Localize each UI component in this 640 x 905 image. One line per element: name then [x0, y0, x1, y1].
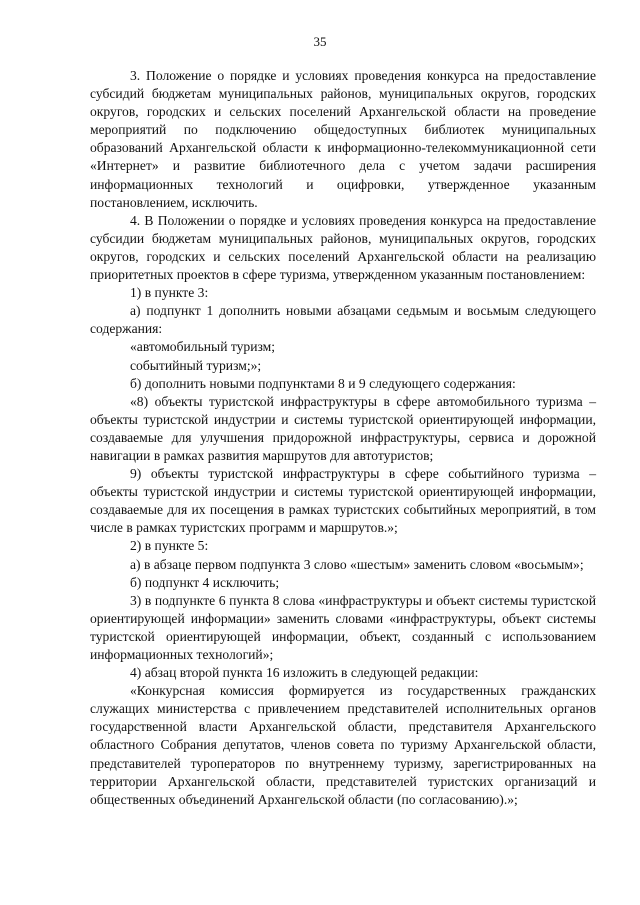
subitem-4: 4) абзац второй пункта 16 изложить в следующей редакции: — [130, 665, 479, 681]
quote-paragraph: «8) объекты туристской инфраструктуры в сфере автомобильного туризма – объекты туристской индустрии и системы туристской ориентирующей информации, создаваемые для улучшения придорожной инфраструктуры, сервиса и дорожной навигации в рамках развития маршрутов для автотуристов; — [90, 393, 596, 463]
subitem-1b: б) дополнить новыми подпунктами 8 и 9 следующего содержания: — [130, 375, 516, 391]
subitem-2: 2) в пункте 5: — [130, 538, 209, 554]
subitem-1a: а) подпункт 1 дополнить новыми абзацами седьмым и восьмым следующего содержания: — [90, 303, 596, 337]
subitem-2b: б) подпункт 4 исключить; — [130, 574, 280, 590]
quote-line: «автомобильный туризм; — [130, 339, 276, 355]
page-number: 35 — [313, 34, 327, 49]
subitem-2a: а) в абзаце первом подпункта 3 слово «шестым» заменить словом «восьмым»; — [130, 556, 584, 572]
paragraph-item-4: 4. В Положении о порядке и условиях проведения конкурса на предоставление субсидии бюджетам муниципальных районов, муниципальных округов, городских округов, городских и сельских поселений Архангельской области на реализацию приоритетных проектов в сфере туризма, утвержденном указанным постановлением: — [90, 212, 596, 283]
quote-line: событийный туризм;»; — [130, 357, 262, 373]
paragraph-item-3: 3. Положение о порядке и условиях проведения конкурса на предоставление субсидий бюджетам муниципальных районов, муниципальных округов, городских округов, городских и сельских поселений Архангельской области на проведение мероприятий по подключению общедоступных библиотек муниципальных образований Архангельской области к информационно-телекоммуникационной сети «Интернет» и развитие библиотечного дела с учетом задачи расширения информационных технологий и оцифровки, утвержденное указанным постановлением, исключить. — [90, 68, 596, 210]
subitem-3: 3) в подпункте 6 пункта 8 слова «инфраструктуры и объект системы туристской ориентирующей информации» заменить словами «инфраструктуры, объект системы туристской ориентирующей информации, объект, созданный с использованием информационных технологий»; — [90, 592, 596, 662]
subitem-1: 1) в пункте 3: — [130, 285, 209, 301]
quote-paragraph: «Конкурсная комиссия формируется из государственных гражданских служащих министерства с привлечением представителей исполнительных органов государственной власти Архангельской области, представителя Архангельского областного Собрания депутатов, членов совета по туризму Архангельской области, представителей туроператоров по внутреннему туризму, зарегистрированных на территории Архангельской области, представителей туристских организаций и общественных объединений Архангельской области (по согласованию).»; — [90, 683, 596, 807]
quote-paragraph: 9) объекты туристской инфраструктуры в сфере событийного туризма – объекты туристской индустрии и системы туристской ориентирующей информации, создаваемые для их посещения в рамках туристских событийных мероприятий, в том числе в рамках туристских программ и маршрутов.»; — [90, 466, 596, 536]
document-body — [90, 67, 596, 809]
